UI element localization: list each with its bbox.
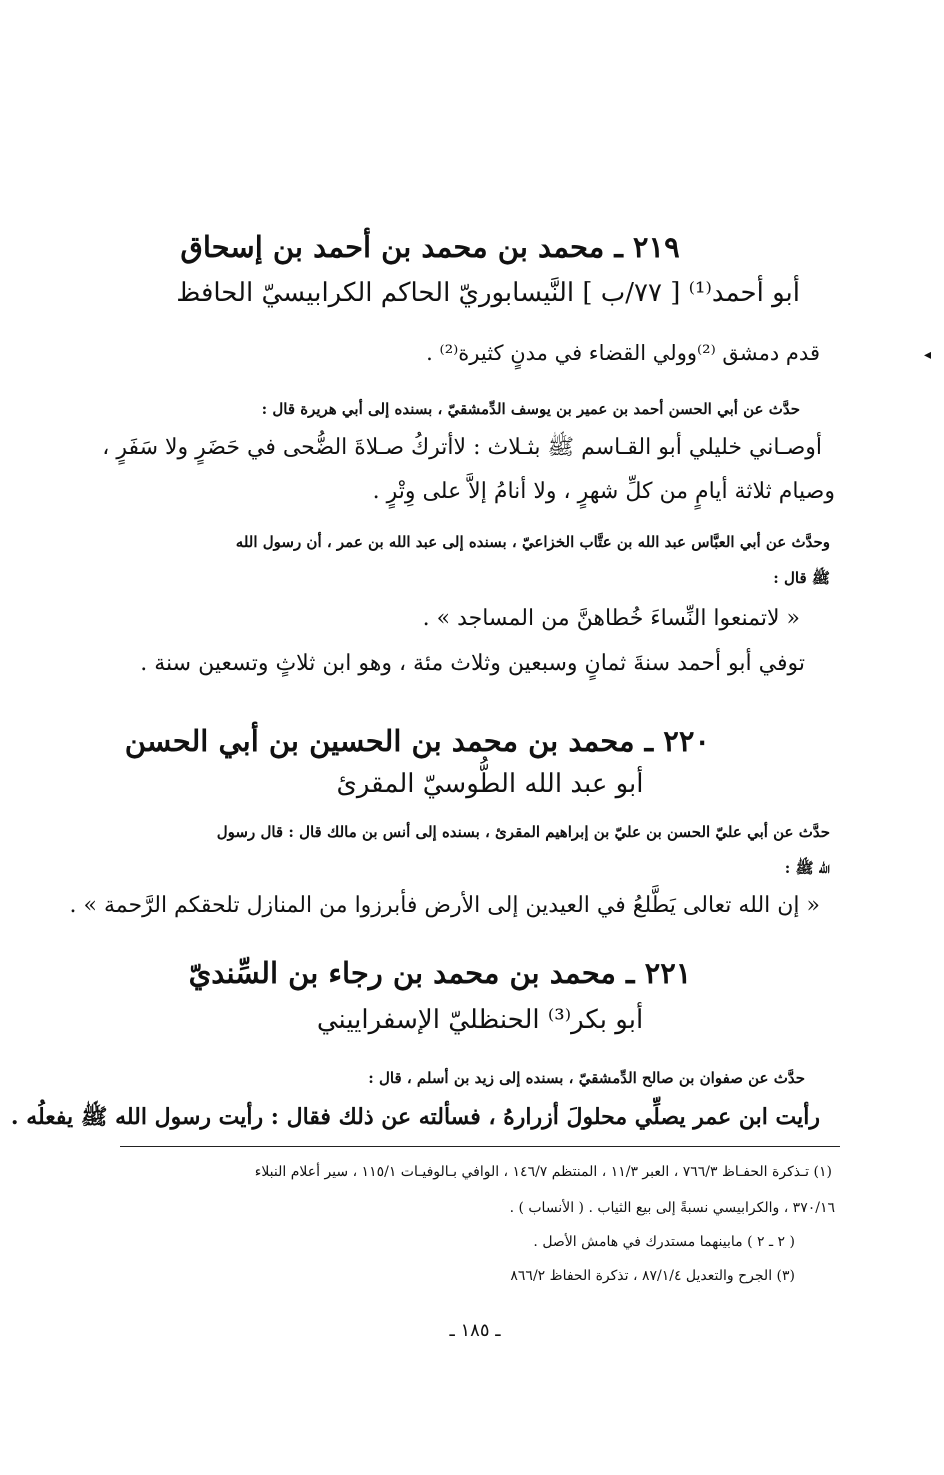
entry-221-matn: رأيت ابن عمر يصلِّي محلولَ أزرارهُ ، فسألته عن ذلك فقال : رأيت رسول الله ﷺ يفعلُه .: [10, 1104, 820, 1130]
entry-221-isnad: حدَّث عن صفوان بن صالح الدِّمشقيّ ، بسنده إلى زيد بن أسلم ، قال :: [368, 1069, 805, 1087]
entry-219-isnad-2-line-2: ﷺ قال :: [773, 569, 830, 587]
entry-219-matn-1-line-2: وصيام ثلاثة أيامٍ من كلِّ شهرٍ ، ولا أنامُ إلاَّ على وِتْرٍ .: [372, 479, 835, 504]
footnote-1-line-2: ٣٧٠/١٦ ، والكرابيسي نسبةً إلى بيع الثياب . ( الأنساب ) .: [509, 1200, 835, 1216]
entry-221-heading: ٢٢١ ـ محمد بن محمد بن رجاء بن السِّنديّ: [188, 956, 692, 990]
entry-220-matn: « إن الله تعالى يَطَّلعُ في العيدين إلى الأرض فأبرزوا من المنازل تلحقكم الرَّحمة » .: [69, 893, 820, 918]
footnote-separator: [120, 1146, 840, 1147]
entry-220-isnad-line-1: حدَّث عن أبي عليّ الحسن بن عليّ بن إبراهيم المقرئ ، بسنده إلى أنس بن مالك قال : قال رسول: [216, 823, 830, 841]
entry-220-subheading: أبو عبد الله الطُّوسيّ المقرئ: [336, 769, 644, 799]
entry-219-subheading: أبو أحمد⁽¹⁾ [ ٧٧/ب ] النَّيسابوريّ الحاكم الكرابيسيّ الحافظ: [176, 278, 800, 308]
entry-219-isnad-2-line-1: وحدَّث عن أبي العبَّاس عبد الله بن عتَّاب الخزاعيّ ، بسنده إلى عبد الله بن عمر ، أن رسول الله: [235, 533, 830, 551]
entry-219-matn-1-line-1: أوصـاني خليلي أبو القـاسم ﷺ بثـلاث : لاأتركُ صـلاةَ الضُّحى في حَضَرٍ ولا سَفَرٍ ،: [102, 435, 822, 460]
footnote-2: ( ٢ ـ ٢ ) مابينهما مستدرك في هامش الأصل .: [533, 1234, 795, 1250]
entry-219-note: قدم دمشق ⁽²⁾وولي القضاء في مدنٍ كثيرة⁽²⁾ .: [426, 341, 820, 365]
page-number: ـ ١٨٥ ـ: [449, 1320, 501, 1341]
entry-220-isnad-line-2: الله ﷺ :: [784, 859, 830, 877]
entry-220-heading: ٢٢٠ ـ محمد بن محمد بن الحسين بن أبي الحسن: [124, 724, 710, 758]
margin-mark-icon: ◂: [924, 347, 932, 363]
entry-219-matn-2: « لاتمنعوا النِّساءَ خُطاهنَّ من المساجد » .: [422, 606, 800, 631]
entry-219-heading: ٢١٩ ـ محمد بن محمد بن أحمد بن إسحاق: [180, 230, 680, 264]
footnote-1-line-1: (١) تـذكرة الحفـاظ ٧٦٦/٣ ، العبر ١١/٣ ، المنتظم ١٤٦/٧ ، الوافي بـالوفيـات ١١٥/١ ، سير أعلام النبلاء: [254, 1164, 832, 1180]
entry-219-death: توفي أبو أحمد سنةَ ثمانٍ وسبعين وثلاث مئة ، وهو ابن ثلاثٍ وتسعين سنة .: [140, 651, 805, 676]
footnote-3: (٣) الجرح والتعديل ٨٧/١/٤ ، تذكرة الحفاظ ٨٦٦/٢: [510, 1268, 795, 1284]
entry-219-isnad-1: حدَّث عن أبي الحسن أحمد بن عمير بن يوسف الدِّمشقيّ ، بسنده إلى أبي هريرة قال :: [261, 400, 800, 418]
entry-221-subheading: أبو بكر⁽³⁾ الحنظليّ الإسفراييني: [316, 1005, 644, 1035]
